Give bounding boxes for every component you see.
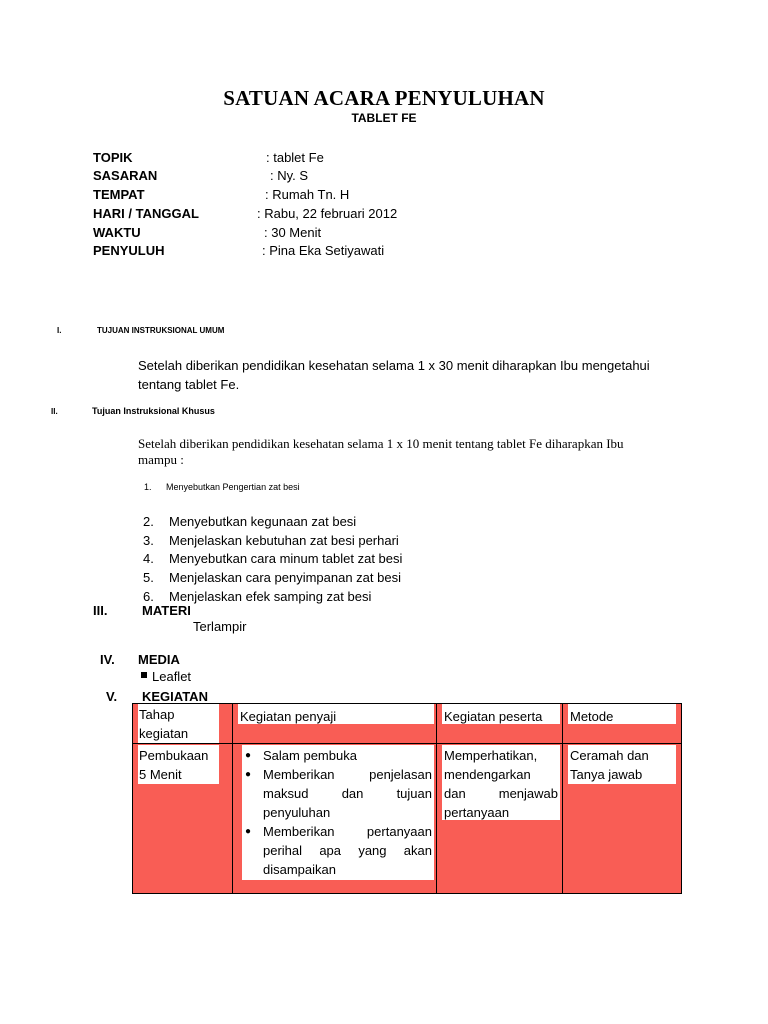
square-bullet-icon [141,672,147,678]
objective-item-4 [143,551,402,566]
info-label-sasaran: SASARAN [93,168,158,183]
info-label-waktu: WAKTU [93,225,141,240]
penyaji-bullet-item: ● Memberikan penjelasan maksud dan tujuan penyuluhan [240,765,432,822]
table-divider [133,743,681,744]
info-label-hari-tanggal: HARI / TANGGAL [93,206,199,221]
section2-body-line1: Setelah diberikan pendidikan kesehatan selama 1 x 10 menit tentang tablet Fe diharapkan Ibu [138,436,624,451]
objective-item-text: Menjelaskan kebutuhan zat besi perhari [169,533,399,548]
header-kegiatan-peserta: Kegiatan peserta [444,709,543,724]
info-label-topik: TOPIK [93,150,133,165]
header-metode: Metode [570,709,614,724]
objective-item-text: Menjelaskan efek samping zat besi [169,589,372,604]
section2-numeral: II. [51,407,58,416]
table-divider [562,704,563,893]
section5-heading: KEGIATAN [142,689,208,704]
objective-item-number: 3. [143,533,154,548]
section1-numeral: I. [57,326,62,335]
objective-item-text: Menyebutkan kegunaan zat besi [169,514,357,529]
activity-table [132,703,682,894]
header-tahap-line2: kegiatan [139,726,189,741]
info-value-penyuluh: : Pina Eka Setiyawati [262,243,385,258]
row-tahap-line2: 5 Menit [139,767,182,782]
objective-item-number: 6. [143,589,154,604]
objective-item-2 [143,514,356,529]
section4-numeral: IV. [100,652,115,667]
objective-item-1-number: 1. [144,482,152,492]
peserta-line: mendengarkan [444,767,531,782]
info-value-waktu: : 30 Menit [264,225,322,240]
document-subtitle: TABLET FE [351,111,417,125]
row-tahap-line1: Pembukaan [139,748,209,763]
table-divider [232,704,233,893]
info-value-sasaran: : Ny. S [270,168,309,183]
objective-item-3 [143,533,399,548]
info-value-topik: : tablet Fe [266,150,324,165]
info-label-tempat: TEMPAT [93,187,145,202]
section2-body-line2: mampu : [138,452,184,467]
peserta-line: dan menjawab [444,786,558,801]
objective-item-text: Menjelaskan cara penyimpanan zat besi [169,570,401,585]
info-label-penyuluh: PENYULUH [93,243,165,258]
section1-body-line2: tentang tablet Fe. [138,377,240,392]
info-value-tempat: : Rumah Tn. H [265,187,350,202]
section3-numeral: III. [93,603,108,618]
section3-heading: MATERI [142,603,191,618]
row-kegiatan-penyaji [240,746,432,879]
section3-body: Terlampir [193,619,247,634]
header-tahap-line1: Tahap [139,707,175,722]
section1-heading: TUJUAN INSTRUKSIONAL UMUM [97,326,225,335]
objective-item-text: Menyebutkan cara minum tablet zat besi [169,551,403,566]
row-metode-line1: Ceramah dan [570,748,649,763]
row-metode-line2: Tanya jawab [570,767,643,782]
section1-body-line1: Setelah diberikan pendidikan kesehatan selama 1 x 30 menit diharapkan Ibu mengetahui [138,358,650,373]
objective-item-6 [143,589,371,604]
objective-item-1: Menyebutkan Pengertian zat besi [166,482,300,492]
section4-heading: MEDIA [138,652,180,667]
objective-item-number: 4. [143,551,154,566]
section5-numeral: V. [106,689,118,704]
objective-item-number: 2. [143,514,154,529]
document-title: SATUAN ACARA PENYULUHAN [223,86,545,110]
penyaji-bullet-list [240,746,432,879]
peserta-line: pertanyaan [444,805,510,820]
info-value-hari-tanggal: : Rabu, 22 februari 2012 [257,206,398,221]
section2-heading: Tujuan Instruksional Khusus [92,406,215,416]
penyaji-bullet-item: ● Salam pembuka [240,746,432,765]
row-kegiatan-peserta [444,746,558,822]
peserta-line: Memperhatikan, [444,748,538,763]
penyaji-bullet-item: ● Memberikan pertanyaan perihal apa yang akan disampaikan [240,822,432,879]
table-divider [436,704,437,893]
media-item: Leaflet [152,669,192,684]
objective-item-5 [143,570,401,585]
header-kegiatan-penyaji: Kegiatan penyaji [240,709,337,724]
objective-item-number: 5. [143,570,154,585]
